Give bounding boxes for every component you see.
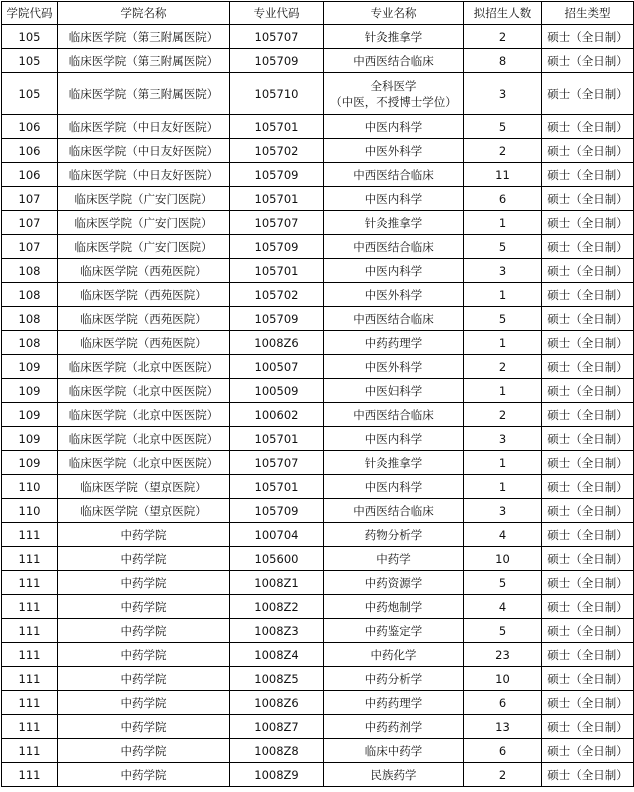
college-name-cell: 临床医学院（望京医院） <box>58 499 230 523</box>
planned-enrollment-cell: 3 <box>464 73 542 115</box>
enrollment-type-cell: 硕士（全日制） <box>542 163 634 187</box>
major-name-cell: 中医内科学 <box>324 475 464 499</box>
college-code-cell: 111 <box>2 739 58 763</box>
major-code-cell: 105710 <box>230 73 324 115</box>
college-code-cell: 108 <box>2 259 58 283</box>
major-code-cell: 105707 <box>230 211 324 235</box>
major-name-cell: 中药药理学 <box>324 331 464 355</box>
enrollment-table <box>1 1 634 787</box>
college-name-cell: 临床医学院（广安门医院） <box>58 211 230 235</box>
planned-enrollment-cell: 10 <box>464 667 542 691</box>
cell-line: 全科医学 <box>370 78 417 93</box>
table-row <box>2 643 634 667</box>
table-row <box>2 115 634 139</box>
college-code-cell: 111 <box>2 571 58 595</box>
enrollment-type-cell: 硕士（全日制） <box>542 379 634 403</box>
college-name-cell: 临床医学院（广安门医院） <box>58 187 230 211</box>
enrollment-type-cell: 硕士（全日制） <box>542 139 634 163</box>
major-code-cell: 100704 <box>230 523 324 547</box>
table-row <box>2 403 634 427</box>
major-code-cell: 100507 <box>230 355 324 379</box>
major-name-cell <box>324 73 464 115</box>
table-row <box>2 499 634 523</box>
enrollment-type-cell: 硕士（全日制） <box>542 619 634 643</box>
major-name-cell: 中西医结合临床 <box>324 307 464 331</box>
planned-enrollment-cell: 5 <box>464 619 542 643</box>
major-name-cell: 中药药剂学 <box>324 715 464 739</box>
college-code-cell: 111 <box>2 691 58 715</box>
college-code-cell: 111 <box>2 643 58 667</box>
college-name-cell: 临床医学院（北京中医医院） <box>58 427 230 451</box>
planned-enrollment-cell: 6 <box>464 691 542 715</box>
planned-enrollment-cell: 1 <box>464 451 542 475</box>
planned-enrollment-cell: 2 <box>464 403 542 427</box>
enrollment-type-cell: 硕士（全日制） <box>542 235 634 259</box>
enrollment-type-cell: 硕士（全日制） <box>542 475 634 499</box>
table-row <box>2 235 634 259</box>
major-code-cell: 105701 <box>230 187 324 211</box>
college-code-cell: 111 <box>2 547 58 571</box>
major-code-cell: 105600 <box>230 547 324 571</box>
college-code-cell: 106 <box>2 115 58 139</box>
enrollment-type-cell: 硕士（全日制） <box>542 571 634 595</box>
enrollment-type-cell: 硕士（全日制） <box>542 73 634 115</box>
table-row <box>2 595 634 619</box>
table-row <box>2 691 634 715</box>
enrollment-type-cell: 硕士（全日制） <box>542 307 634 331</box>
enrollment-type-cell: 硕士（全日制） <box>542 403 634 427</box>
college-code-cell: 109 <box>2 355 58 379</box>
table-row <box>2 667 634 691</box>
college-code-cell: 109 <box>2 379 58 403</box>
header-planned-enrollment: 拟招生人数 <box>464 2 542 25</box>
college-name-cell: 临床医学院（北京中医医院） <box>58 379 230 403</box>
table-row <box>2 523 634 547</box>
college-name-cell: 中药学院 <box>58 667 230 691</box>
enrollment-type-cell: 硕士（全日制） <box>542 739 634 763</box>
college-name-cell: 临床医学院（第三附属医院） <box>58 73 230 115</box>
table-row <box>2 259 634 283</box>
planned-enrollment-cell: 1 <box>464 379 542 403</box>
major-name-cell: 中医内科学 <box>324 187 464 211</box>
college-name-cell: 临床医学院（西苑医院） <box>58 283 230 307</box>
table-header <box>2 2 634 25</box>
major-name-cell: 中医内科学 <box>324 115 464 139</box>
enrollment-type-cell: 硕士（全日制） <box>542 763 634 787</box>
cell-line: （中医，不授博士学位） <box>330 94 457 109</box>
major-name-cell: 中医外科学 <box>324 283 464 307</box>
college-code-cell: 109 <box>2 451 58 475</box>
table-row <box>2 331 634 355</box>
major-code-cell: 105701 <box>230 259 324 283</box>
header-enrollment-type: 招生类型 <box>542 2 634 25</box>
table-row <box>2 451 634 475</box>
planned-enrollment-cell: 5 <box>464 571 542 595</box>
enrollment-type-cell: 硕士（全日制） <box>542 451 634 475</box>
major-name-cell: 中西医结合临床 <box>324 163 464 187</box>
college-name-cell: 临床医学院（中日友好医院） <box>58 115 230 139</box>
college-name-cell: 中药学院 <box>58 643 230 667</box>
table-row <box>2 739 634 763</box>
planned-enrollment-cell: 2 <box>464 139 542 163</box>
major-code-cell: 105709 <box>230 307 324 331</box>
table-row <box>2 283 634 307</box>
college-code-cell: 105 <box>2 25 58 49</box>
college-code-cell: 108 <box>2 283 58 307</box>
college-name-cell: 临床医学院（西苑医院） <box>58 259 230 283</box>
college-code-cell: 110 <box>2 475 58 499</box>
planned-enrollment-cell: 6 <box>464 739 542 763</box>
college-code-cell: 106 <box>2 139 58 163</box>
table-row <box>2 163 634 187</box>
enrollment-type-cell: 硕士（全日制） <box>542 667 634 691</box>
planned-enrollment-cell: 2 <box>464 25 542 49</box>
header-row <box>2 2 634 25</box>
enrollment-type-cell: 硕士（全日制） <box>542 643 634 667</box>
header-major-name: 专业名称 <box>324 2 464 25</box>
major-name-cell: 针灸推拿学 <box>324 211 464 235</box>
major-code-cell: 105701 <box>230 475 324 499</box>
college-name-cell: 临床医学院（西苑医院） <box>58 331 230 355</box>
major-name-cell: 针灸推拿学 <box>324 451 464 475</box>
major-code-cell: 105709 <box>230 49 324 73</box>
table-row <box>2 571 634 595</box>
planned-enrollment-cell: 4 <box>464 595 542 619</box>
table-row <box>2 211 634 235</box>
enrollment-type-cell: 硕士（全日制） <box>542 715 634 739</box>
enrollment-type-cell: 硕士（全日制） <box>542 331 634 355</box>
major-name-cell: 中西医结合临床 <box>324 403 464 427</box>
major-name-cell: 中医外科学 <box>324 139 464 163</box>
enrollment-type-cell: 硕士（全日制） <box>542 427 634 451</box>
major-code-cell: 105702 <box>230 139 324 163</box>
header-major-code: 专业代码 <box>230 2 324 25</box>
table-row <box>2 379 634 403</box>
college-code-cell: 109 <box>2 427 58 451</box>
college-code-cell: 111 <box>2 667 58 691</box>
planned-enrollment-cell: 1 <box>464 331 542 355</box>
table-body <box>2 25 634 787</box>
planned-enrollment-cell: 1 <box>464 475 542 499</box>
major-name-cell: 中药药理学 <box>324 691 464 715</box>
major-code-cell: 1008Z6 <box>230 331 324 355</box>
major-code-cell: 105701 <box>230 115 324 139</box>
major-name-cell: 中药鉴定学 <box>324 619 464 643</box>
major-code-cell: 1008Z5 <box>230 667 324 691</box>
major-code-cell: 100602 <box>230 403 324 427</box>
enrollment-type-cell: 硕士（全日制） <box>542 523 634 547</box>
table-row <box>2 73 634 115</box>
enrollment-type-cell: 硕士（全日制） <box>542 115 634 139</box>
college-code-cell: 110 <box>2 499 58 523</box>
college-code-cell: 111 <box>2 763 58 787</box>
college-name-cell: 临床医学院（广安门医院） <box>58 235 230 259</box>
enrollment-type-cell: 硕士（全日制） <box>542 355 634 379</box>
college-code-cell: 105 <box>2 49 58 73</box>
major-name-cell: 中西医结合临床 <box>324 49 464 73</box>
planned-enrollment-cell: 5 <box>464 307 542 331</box>
major-code-cell: 100509 <box>230 379 324 403</box>
major-code-cell: 105701 <box>230 427 324 451</box>
college-code-cell: 111 <box>2 523 58 547</box>
planned-enrollment-cell: 3 <box>464 259 542 283</box>
major-name-cell: 药物分析学 <box>324 523 464 547</box>
enrollment-type-cell: 硕士（全日制） <box>542 187 634 211</box>
planned-enrollment-cell: 3 <box>464 499 542 523</box>
college-name-cell: 临床医学院（第三附属医院） <box>58 25 230 49</box>
enrollment-type-cell: 硕士（全日制） <box>542 211 634 235</box>
table-row <box>2 307 634 331</box>
major-name-cell: 中药资源学 <box>324 571 464 595</box>
table-row <box>2 139 634 163</box>
college-code-cell: 106 <box>2 163 58 187</box>
table-row <box>2 715 634 739</box>
enrollment-type-cell: 硕士（全日制） <box>542 547 634 571</box>
planned-enrollment-cell: 1 <box>464 283 542 307</box>
college-name-cell: 临床医学院（望京医院） <box>58 475 230 499</box>
college-name-cell: 临床医学院（中日友好医院） <box>58 163 230 187</box>
planned-enrollment-cell: 2 <box>464 763 542 787</box>
major-name-cell: 中医妇科学 <box>324 379 464 403</box>
major-code-cell: 1008Z4 <box>230 643 324 667</box>
enrollment-type-cell: 硕士（全日制） <box>542 259 634 283</box>
major-name-cell: 中西医结合临床 <box>324 499 464 523</box>
college-name-cell: 临床医学院（北京中医医院） <box>58 451 230 475</box>
college-name-cell: 中药学院 <box>58 763 230 787</box>
college-code-cell: 109 <box>2 403 58 427</box>
major-code-cell: 105709 <box>230 235 324 259</box>
college-name-cell: 中药学院 <box>58 691 230 715</box>
planned-enrollment-cell: 6 <box>464 187 542 211</box>
table-row <box>2 619 634 643</box>
college-code-cell: 111 <box>2 619 58 643</box>
major-code-cell: 1008Z9 <box>230 763 324 787</box>
planned-enrollment-cell: 13 <box>464 715 542 739</box>
college-name-cell: 中药学院 <box>58 715 230 739</box>
table-row <box>2 547 634 571</box>
major-name-cell: 中药学 <box>324 547 464 571</box>
college-code-cell: 108 <box>2 331 58 355</box>
header-college-name: 学院名称 <box>58 2 230 25</box>
major-name-cell: 针灸推拿学 <box>324 25 464 49</box>
major-name-cell: 中西医结合临床 <box>324 235 464 259</box>
planned-enrollment-cell: 3 <box>464 427 542 451</box>
major-name-cell: 中药化学 <box>324 643 464 667</box>
college-name-cell: 临床医学院（中日友好医院） <box>58 139 230 163</box>
major-name-cell: 中医内科学 <box>324 259 464 283</box>
table-row <box>2 763 634 787</box>
enrollment-type-cell: 硕士（全日制） <box>542 25 634 49</box>
college-name-cell: 中药学院 <box>58 547 230 571</box>
header-college-code: 学院代码 <box>2 2 58 25</box>
college-name-cell: 中药学院 <box>58 523 230 547</box>
college-name-cell: 中药学院 <box>58 571 230 595</box>
college-code-cell: 108 <box>2 307 58 331</box>
table-row <box>2 49 634 73</box>
enrollment-type-cell: 硕士（全日制） <box>542 49 634 73</box>
major-code-cell: 1008Z8 <box>230 739 324 763</box>
college-code-cell: 107 <box>2 211 58 235</box>
college-code-cell: 107 <box>2 187 58 211</box>
college-name-cell: 中药学院 <box>58 595 230 619</box>
table-row <box>2 25 634 49</box>
college-name-cell: 中药学院 <box>58 619 230 643</box>
planned-enrollment-cell: 2 <box>464 355 542 379</box>
planned-enrollment-cell: 10 <box>464 547 542 571</box>
major-name-cell: 中医外科学 <box>324 355 464 379</box>
table-row <box>2 475 634 499</box>
planned-enrollment-cell: 23 <box>464 643 542 667</box>
enrollment-type-cell: 硕士（全日制） <box>542 691 634 715</box>
college-code-cell: 111 <box>2 595 58 619</box>
table-row <box>2 427 634 451</box>
major-name-cell: 中医内科学 <box>324 427 464 451</box>
major-code-cell: 105709 <box>230 163 324 187</box>
major-code-cell: 1008Z7 <box>230 715 324 739</box>
enrollment-type-cell: 硕士（全日制） <box>542 499 634 523</box>
major-name-cell: 临床中药学 <box>324 739 464 763</box>
major-code-cell: 105709 <box>230 499 324 523</box>
enrollment-type-cell: 硕士（全日制） <box>542 283 634 307</box>
table-row <box>2 187 634 211</box>
major-name-cell: 中药炮制学 <box>324 595 464 619</box>
planned-enrollment-cell: 1 <box>464 211 542 235</box>
college-name-cell: 临床医学院（第三附属医院） <box>58 49 230 73</box>
college-name-cell: 临床医学院（北京中医医院） <box>58 355 230 379</box>
major-code-cell: 105707 <box>230 25 324 49</box>
planned-enrollment-cell: 4 <box>464 523 542 547</box>
planned-enrollment-cell: 5 <box>464 235 542 259</box>
college-code-cell: 107 <box>2 235 58 259</box>
major-code-cell: 1008Z2 <box>230 595 324 619</box>
planned-enrollment-cell: 8 <box>464 49 542 73</box>
college-name-cell: 中药学院 <box>58 739 230 763</box>
planned-enrollment-cell: 5 <box>464 115 542 139</box>
college-name-cell: 临床医学院（西苑医院） <box>58 307 230 331</box>
enrollment-type-cell: 硕士（全日制） <box>542 595 634 619</box>
major-name-cell: 民族药学 <box>324 763 464 787</box>
major-code-cell: 105707 <box>230 451 324 475</box>
major-name-cell: 中药分析学 <box>324 667 464 691</box>
major-code-cell: 105702 <box>230 283 324 307</box>
major-code-cell: 1008Z1 <box>230 571 324 595</box>
college-code-cell: 105 <box>2 73 58 115</box>
major-code-cell: 1008Z6 <box>230 691 324 715</box>
college-name-cell: 临床医学院（北京中医医院） <box>58 403 230 427</box>
planned-enrollment-cell: 11 <box>464 163 542 187</box>
table-row <box>2 355 634 379</box>
college-code-cell: 111 <box>2 715 58 739</box>
major-code-cell: 1008Z3 <box>230 619 324 643</box>
